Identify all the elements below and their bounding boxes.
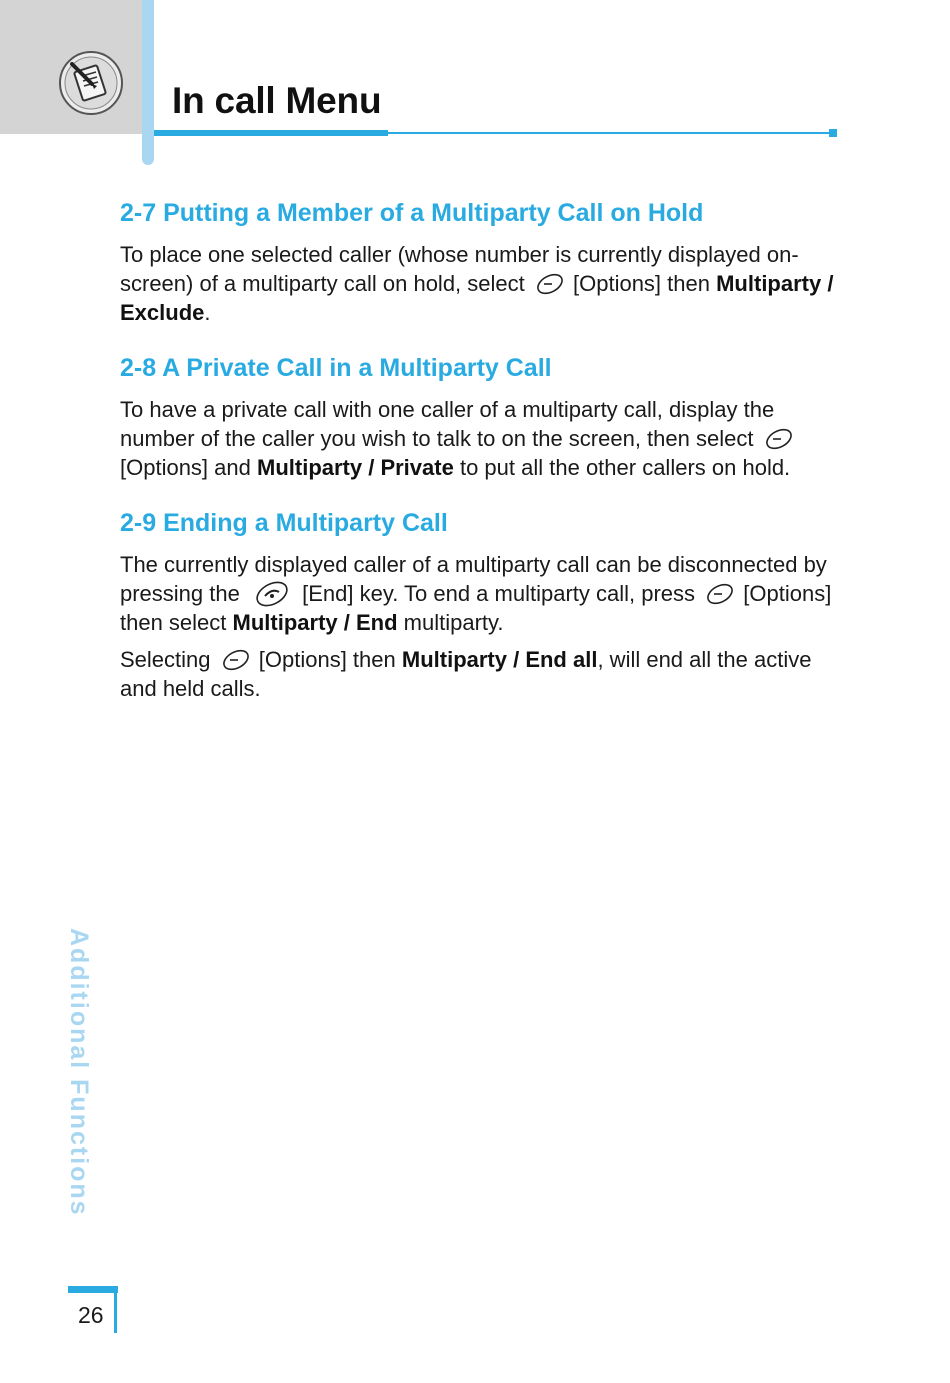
paragraph-text: [Options] and [120, 455, 251, 480]
soft-key-icon [705, 583, 735, 605]
paragraph-text: , will end all the active and held calls. [120, 647, 812, 701]
section-heading: 2-7 Putting a Member of a Multiparty Call on Hold [120, 199, 704, 227]
section-heading: 2-9 Ending a Multiparty Call [120, 509, 448, 537]
menu-path: Multiparty / End all [401, 647, 598, 672]
section-2-7 [120, 196, 840, 327]
menu-path: Multiparty / Exclude [120, 271, 834, 325]
paragraph-text: [Options] then select [120, 581, 832, 635]
page-number: 26 [78, 1302, 104, 1328]
paragraph-text: multiparty. [403, 610, 504, 635]
section-heading: 2-8 A Private Call in a Multiparty Call [120, 354, 552, 382]
paragraph-text: [End] key. To end a multiparty call, press [302, 581, 696, 606]
paragraph-text: . [204, 300, 211, 325]
section-paragraph [120, 240, 840, 327]
paragraph-text: [Options] then [573, 271, 710, 296]
paragraph-text: The currently displayed caller of a multiparty call can be disconnected by pressing the [120, 552, 827, 606]
section-paragraph [120, 550, 840, 637]
paragraph-text: Selecting [120, 647, 211, 672]
paragraph-text: [Options] then [258, 647, 396, 672]
paragraph-text: to put all the other callers on hold. [459, 455, 791, 480]
section-paragraph [120, 395, 840, 482]
title-underline-end [829, 129, 837, 137]
menu-path: Multiparty / Private [257, 455, 454, 480]
title-underline-thin [388, 132, 832, 134]
menu-path: Multiparty / End [232, 610, 398, 635]
phone-book-pen-icon [58, 50, 124, 116]
title-underline-thick [154, 130, 388, 136]
section-2-9 [120, 506, 840, 703]
header-accent-bar [142, 0, 154, 165]
chapter-side-label: Additional Functions [65, 928, 93, 1217]
page-number-line [114, 1293, 117, 1333]
section-paragraph [120, 645, 840, 703]
paragraph-text: To place one selected caller (whose number is currently displayed on-screen) of a multiparty call on hold, select [120, 242, 799, 296]
page-title: In call Menu [172, 80, 382, 121]
end-key-icon [254, 581, 290, 607]
paragraph-text: To have a private call with one caller of a multiparty call, display the number of the caller you wish to talk to on the screen, then select [120, 397, 775, 451]
page-number-bar [68, 1286, 118, 1293]
soft-key-icon [535, 273, 565, 295]
soft-key-icon [221, 649, 251, 671]
main-content [120, 196, 840, 727]
section-2-8 [120, 351, 840, 482]
soft-key-icon [764, 428, 794, 450]
